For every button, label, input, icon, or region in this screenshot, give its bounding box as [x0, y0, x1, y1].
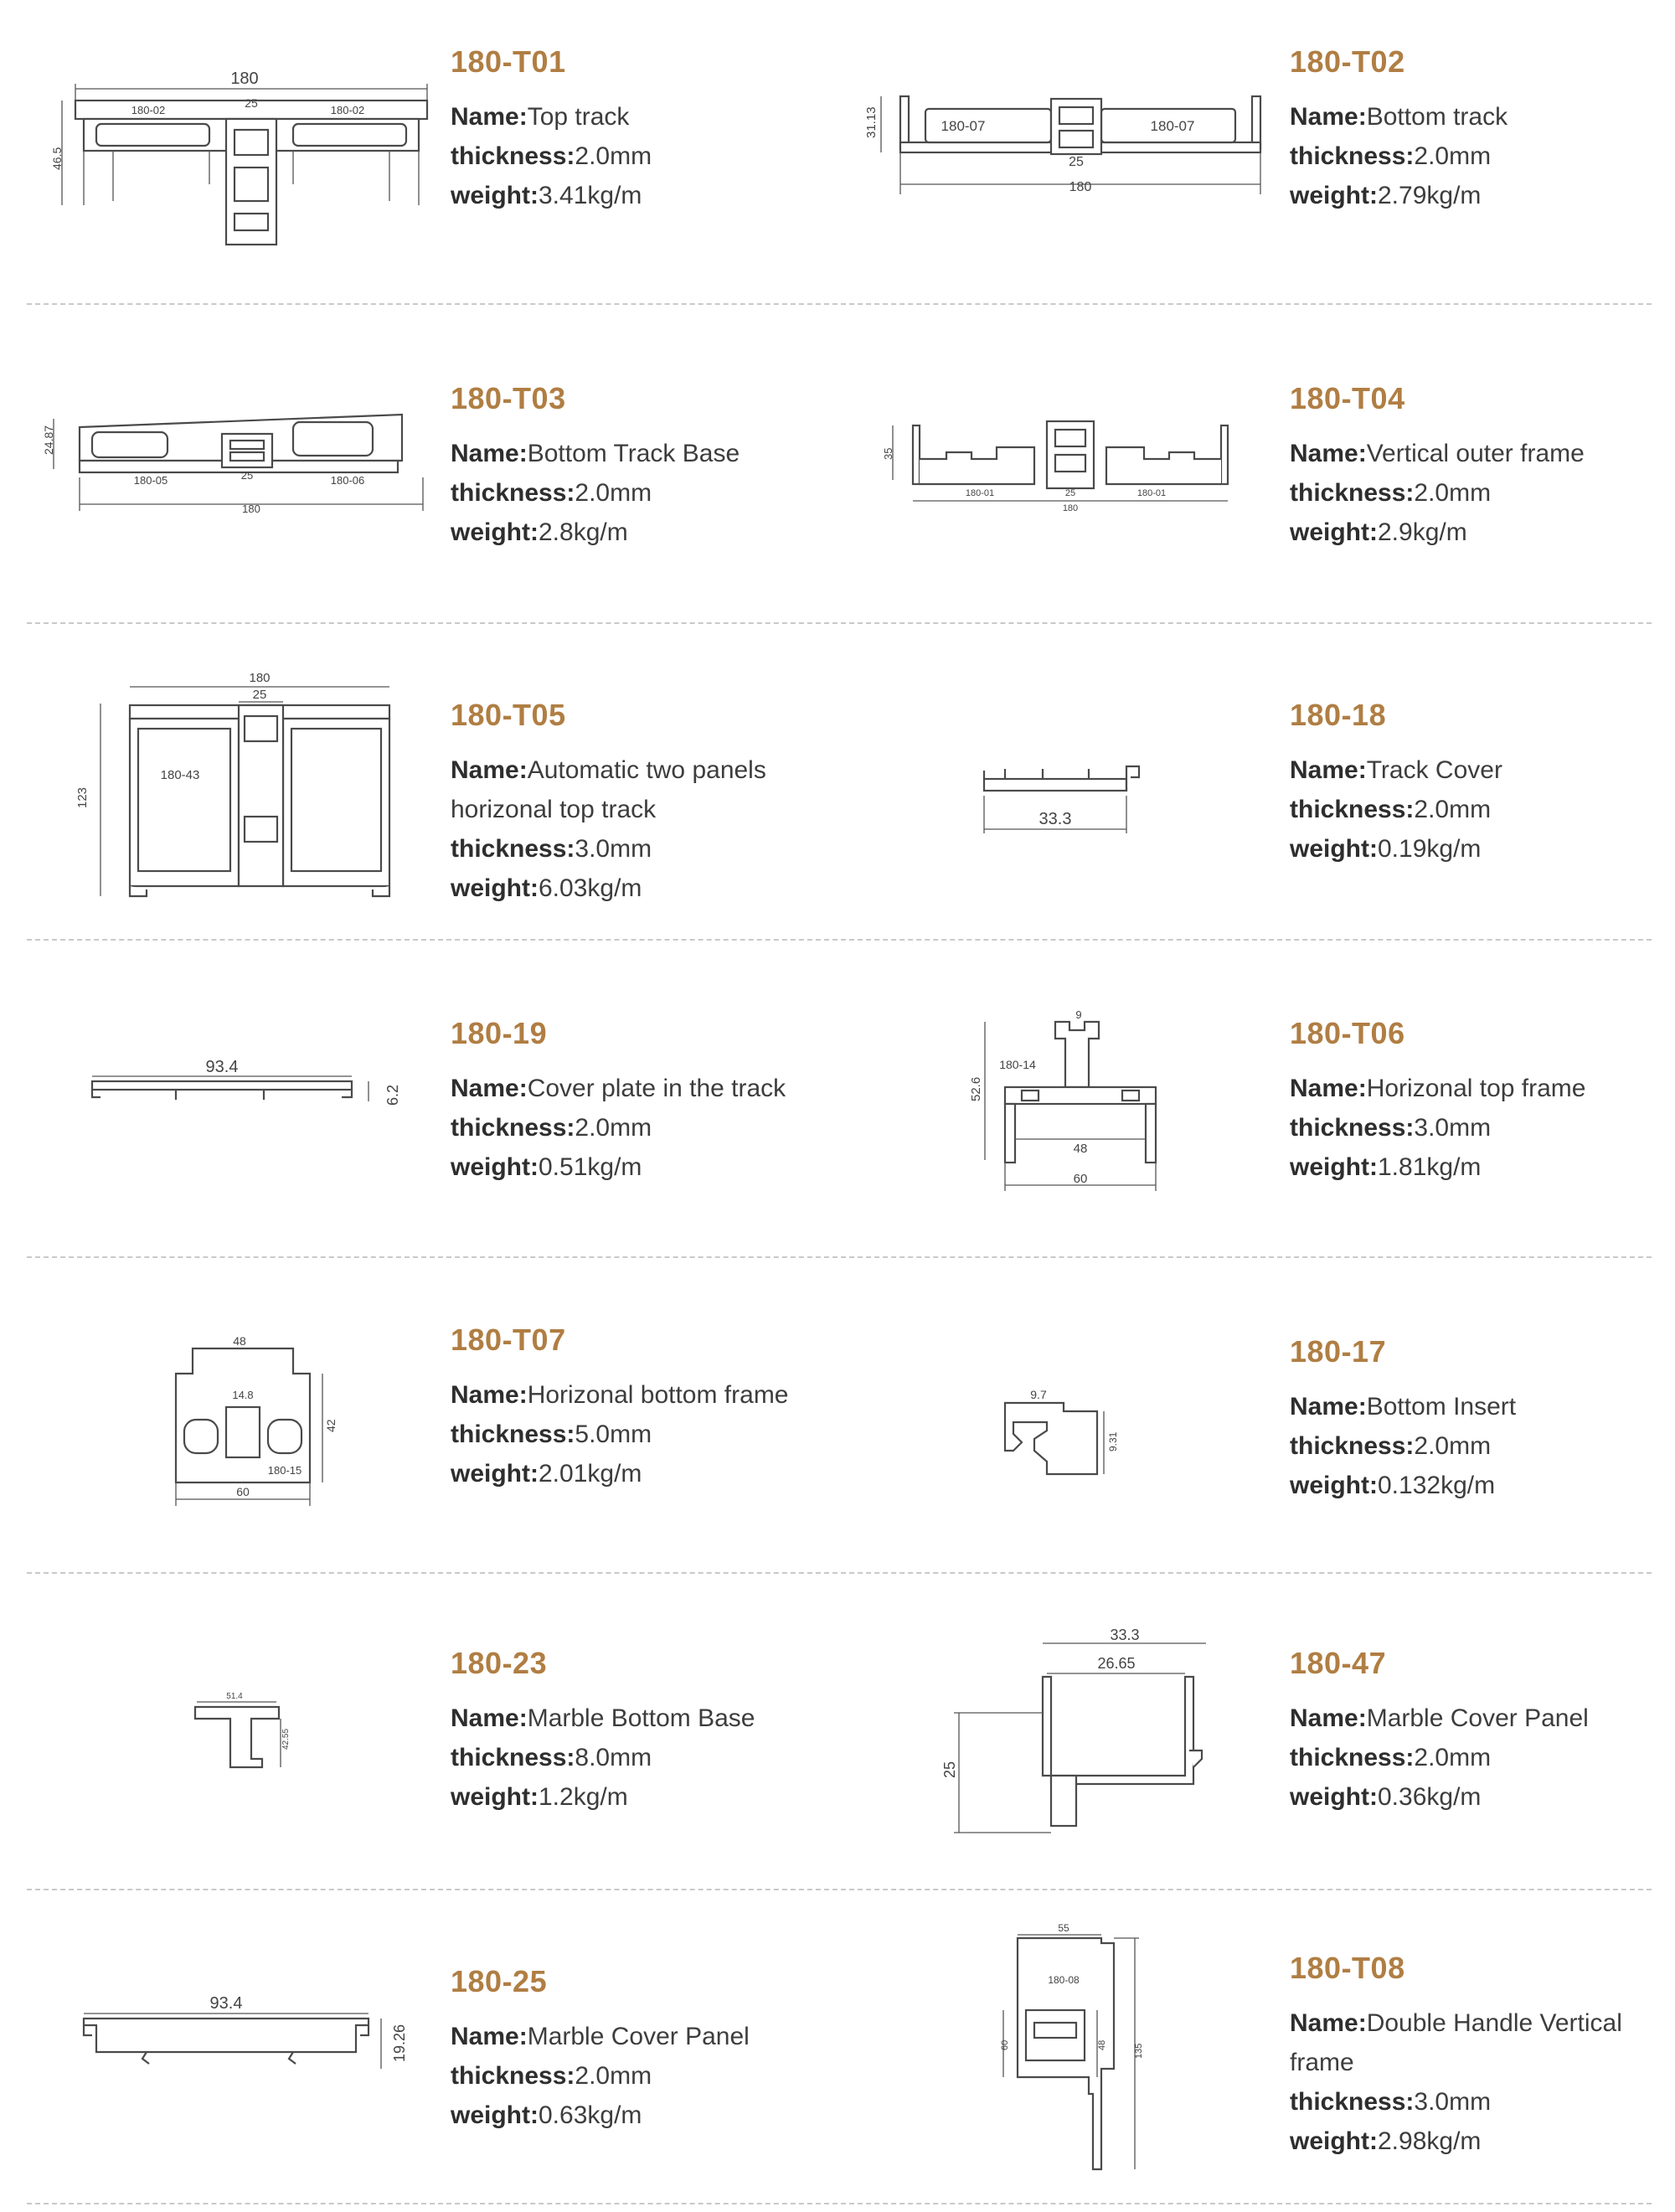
- profile-weight-line: weight:0.132kg/m: [1290, 1472, 1496, 1499]
- profile-name-line: Name:Cover plate in the track: [451, 1075, 786, 1102]
- svg-text:25: 25: [1064, 488, 1076, 498]
- profile-code: 180-T05: [451, 698, 566, 732]
- svg-text:60: 60: [1073, 1172, 1088, 1186]
- svg-text:135: 135: [1134, 2043, 1144, 2059]
- profile-weight-line: weight:2.01kg/m: [451, 1460, 642, 1488]
- profile-code: 180-T04: [1290, 381, 1405, 415]
- profile-code: 180-T08: [1290, 1951, 1405, 1985]
- profile-code: 180-T02: [1290, 44, 1405, 79]
- profile-weight-line: weight:2.79kg/m: [1290, 182, 1482, 209]
- row-divider: [27, 1256, 1652, 1258]
- profile-thickness-line: thickness:3.0mm: [451, 835, 652, 863]
- profile-info-180-T01: [451, 45, 652, 215]
- profile-info-180-T02: [1290, 45, 1508, 215]
- svg-text:25: 25: [252, 688, 267, 702]
- svg-text:31.13: 31.13: [864, 106, 879, 138]
- profile-weight-line: weight:0.36kg/m: [1290, 1783, 1482, 1811]
- profile-code: 180-T01: [451, 44, 566, 79]
- profile-thickness-line: thickness:2.0mm: [451, 142, 652, 170]
- profile-name-line: Name:Bottom Insert: [1290, 1393, 1517, 1421]
- profile-code: 180-18: [1290, 698, 1387, 732]
- svg-text:42.55: 42.55: [281, 1728, 291, 1750]
- svg-text:25: 25: [1069, 155, 1084, 169]
- profile-thickness-line: thickness:2.0mm: [451, 1114, 652, 1142]
- profile-drawing-180-17: [997, 1390, 1131, 1482]
- svg-text:25: 25: [240, 469, 254, 482]
- profile-drawing-180-T08: [972, 1918, 1172, 2186]
- profile-name-line: Name:Top track: [451, 103, 630, 131]
- profile-name-line: Name:Marble Cover Panel: [1290, 1704, 1589, 1732]
- svg-text:42: 42: [324, 1419, 338, 1432]
- profile-name-line: Name:Horizonal bottom frame: [451, 1381, 789, 1409]
- svg-text:180-01: 180-01: [965, 488, 995, 498]
- profile-weight-line: weight:3.41kg/m: [451, 182, 642, 209]
- svg-text:33.3: 33.3: [1110, 1627, 1140, 1643]
- profile-info-180-T03: [451, 382, 740, 552]
- svg-text:52.6: 52.6: [969, 1076, 983, 1101]
- svg-text:180-06: 180-06: [330, 474, 365, 487]
- profile-info-180-T07: [451, 1323, 789, 1493]
- svg-text:48: 48: [1097, 2039, 1107, 2050]
- svg-text:35: 35: [882, 447, 894, 460]
- svg-text:180: 180: [249, 671, 271, 685]
- svg-text:9: 9: [1075, 1008, 1082, 1021]
- svg-text:93.4: 93.4: [209, 1994, 243, 2013]
- profile-info-180-T05: [451, 699, 802, 908]
- profile-weight-line: weight:6.03kg/m: [451, 874, 642, 902]
- row-divider: [27, 939, 1652, 941]
- profile-drawing-180-47: [934, 1625, 1219, 1843]
- profile-info-180-23: [451, 1647, 755, 1817]
- profile-drawing-180-T05: [67, 670, 402, 905]
- profile-info-180-19: [451, 1017, 786, 1187]
- profile-thickness-line: thickness:8.0mm: [451, 1744, 652, 1771]
- row-divider: [27, 1889, 1652, 1890]
- svg-text:180-07: 180-07: [941, 118, 986, 134]
- profile-drawing-180-18: [972, 754, 1139, 846]
- profile-name-line: Name:Vertical outer frame: [1290, 440, 1585, 467]
- profile-drawing-180-23: [188, 1683, 306, 1784]
- profile-weight-line: weight:0.63kg/m: [451, 2101, 642, 2129]
- profile-info-180-17: [1290, 1335, 1516, 1505]
- svg-text:60: 60: [1000, 2039, 1010, 2050]
- row-divider: [27, 622, 1652, 624]
- profile-drawing-180-T04: [879, 417, 1231, 518]
- svg-text:55: 55: [1058, 1922, 1069, 1934]
- svg-text:180: 180: [1069, 180, 1092, 194]
- profile-drawing-180-T03: [42, 410, 444, 519]
- profile-weight-line: weight:0.51kg/m: [451, 1153, 642, 1181]
- profile-code: 180-T03: [451, 381, 566, 415]
- profile-drawing-180-T07: [159, 1332, 360, 1508]
- profile-thickness-line: thickness:2.0mm: [1290, 1432, 1492, 1460]
- svg-text:9.7: 9.7: [1030, 1388, 1047, 1401]
- profile-name-line: Name:Horizonal top frame: [1290, 1075, 1586, 1102]
- svg-text:9.31: 9.31: [1107, 1431, 1119, 1451]
- profile-drawing-180-T01: [50, 67, 436, 226]
- svg-text:180-08: 180-08: [1048, 1974, 1080, 1986]
- profile-thickness-line: thickness:2.0mm: [451, 2062, 652, 2090]
- svg-text:33.3: 33.3: [1038, 810, 1072, 828]
- profile-name-line: Name:Marble Cover Panel: [451, 2023, 750, 2050]
- svg-text:14.8: 14.8: [232, 1389, 254, 1401]
- svg-text:180-43: 180-43: [160, 768, 200, 782]
- profile-name-line: Name:Automatic two panels horizonal top track: [451, 756, 766, 823]
- svg-text:180-01: 180-01: [1136, 488, 1167, 498]
- profile-info-180-18: [1290, 699, 1502, 869]
- profile-thickness-line: thickness:3.0mm: [1290, 1114, 1492, 1142]
- svg-text:180: 180: [230, 70, 259, 88]
- profile-thickness-line: thickness:2.0mm: [1290, 479, 1492, 507]
- profile-drawing-180-T06: [955, 1005, 1172, 1198]
- svg-text:48: 48: [233, 1334, 246, 1348]
- profile-thickness-line: thickness:5.0mm: [451, 1421, 652, 1448]
- svg-text:24.87: 24.87: [42, 425, 55, 455]
- svg-text:180: 180: [1062, 503, 1079, 513]
- profile-info-180-T08: [1290, 1952, 1658, 2161]
- profile-name-line: Name:Marble Bottom Base: [451, 1704, 755, 1732]
- profile-info-180-T04: [1290, 382, 1585, 552]
- profile-code: 180-17: [1290, 1334, 1387, 1369]
- profile-code: 180-19: [451, 1016, 548, 1050]
- profile-weight-line: weight:0.19kg/m: [1290, 835, 1482, 863]
- profile-thickness-line: thickness:3.0mm: [1290, 2088, 1492, 2116]
- profile-code: 180-T07: [451, 1323, 566, 1357]
- svg-text:19.26: 19.26: [391, 2024, 408, 2062]
- profile-name-line: Name:Bottom track: [1290, 103, 1508, 131]
- profile-weight-line: weight:1.2kg/m: [451, 1783, 628, 1811]
- svg-text:180-14: 180-14: [999, 1058, 1036, 1071]
- profile-thickness-line: thickness:2.0mm: [1290, 1744, 1492, 1771]
- profile-drawing-180-T02: [863, 84, 1265, 209]
- profile-info-180-47: [1290, 1647, 1589, 1817]
- svg-text:46.5: 46.5: [50, 147, 64, 170]
- profile-name-line: Name:Double Handle Vertical frame: [1290, 2009, 1622, 2076]
- svg-text:180-02: 180-02: [131, 104, 166, 116]
- profile-drawing-180-25: [67, 1985, 419, 2094]
- row-divider: [27, 303, 1652, 305]
- profile-info-180-25: [451, 1965, 750, 2135]
- svg-text:180-15: 180-15: [267, 1464, 302, 1477]
- svg-text:180-02: 180-02: [330, 104, 365, 116]
- profile-thickness-line: thickness:2.0mm: [1290, 796, 1492, 823]
- row-divider: [27, 1572, 1652, 1574]
- svg-text:180-07: 180-07: [1150, 118, 1195, 134]
- svg-text:60: 60: [236, 1485, 250, 1498]
- svg-text:180-05: 180-05: [133, 474, 168, 487]
- profile-code: 180-T06: [1290, 1016, 1405, 1050]
- svg-text:123: 123: [75, 786, 90, 808]
- profile-code: 180-25: [451, 1964, 548, 1998]
- svg-text:51.4: 51.4: [226, 1692, 243, 1701]
- profile-thickness-line: thickness:2.0mm: [451, 479, 652, 507]
- profile-code: 180-23: [451, 1646, 548, 1680]
- svg-text:93.4: 93.4: [205, 1058, 239, 1076]
- svg-text:180: 180: [242, 503, 260, 515]
- profile-weight-line: weight:2.8kg/m: [451, 518, 628, 546]
- profile-weight-line: weight:1.81kg/m: [1290, 1153, 1482, 1181]
- profile-weight-line: weight:2.9kg/m: [1290, 518, 1467, 546]
- profile-code: 180-47: [1290, 1646, 1387, 1680]
- svg-text:25: 25: [245, 96, 258, 110]
- svg-text:25: 25: [941, 1761, 958, 1778]
- svg-text:6.2: 6.2: [384, 1084, 401, 1106]
- row-divider: [27, 2203, 1652, 2204]
- profile-name-line: Name:Track Cover: [1290, 756, 1502, 784]
- svg-text:26.65: 26.65: [1097, 1655, 1136, 1672]
- profile-info-180-T06: [1290, 1017, 1586, 1187]
- profile-name-line: Name:Bottom Track Base: [451, 440, 740, 467]
- profile-thickness-line: thickness:2.0mm: [1290, 142, 1492, 170]
- profile-drawing-180-19: [84, 1051, 419, 1135]
- svg-text:48: 48: [1073, 1142, 1088, 1156]
- profile-weight-line: weight:2.98kg/m: [1290, 2127, 1482, 2155]
